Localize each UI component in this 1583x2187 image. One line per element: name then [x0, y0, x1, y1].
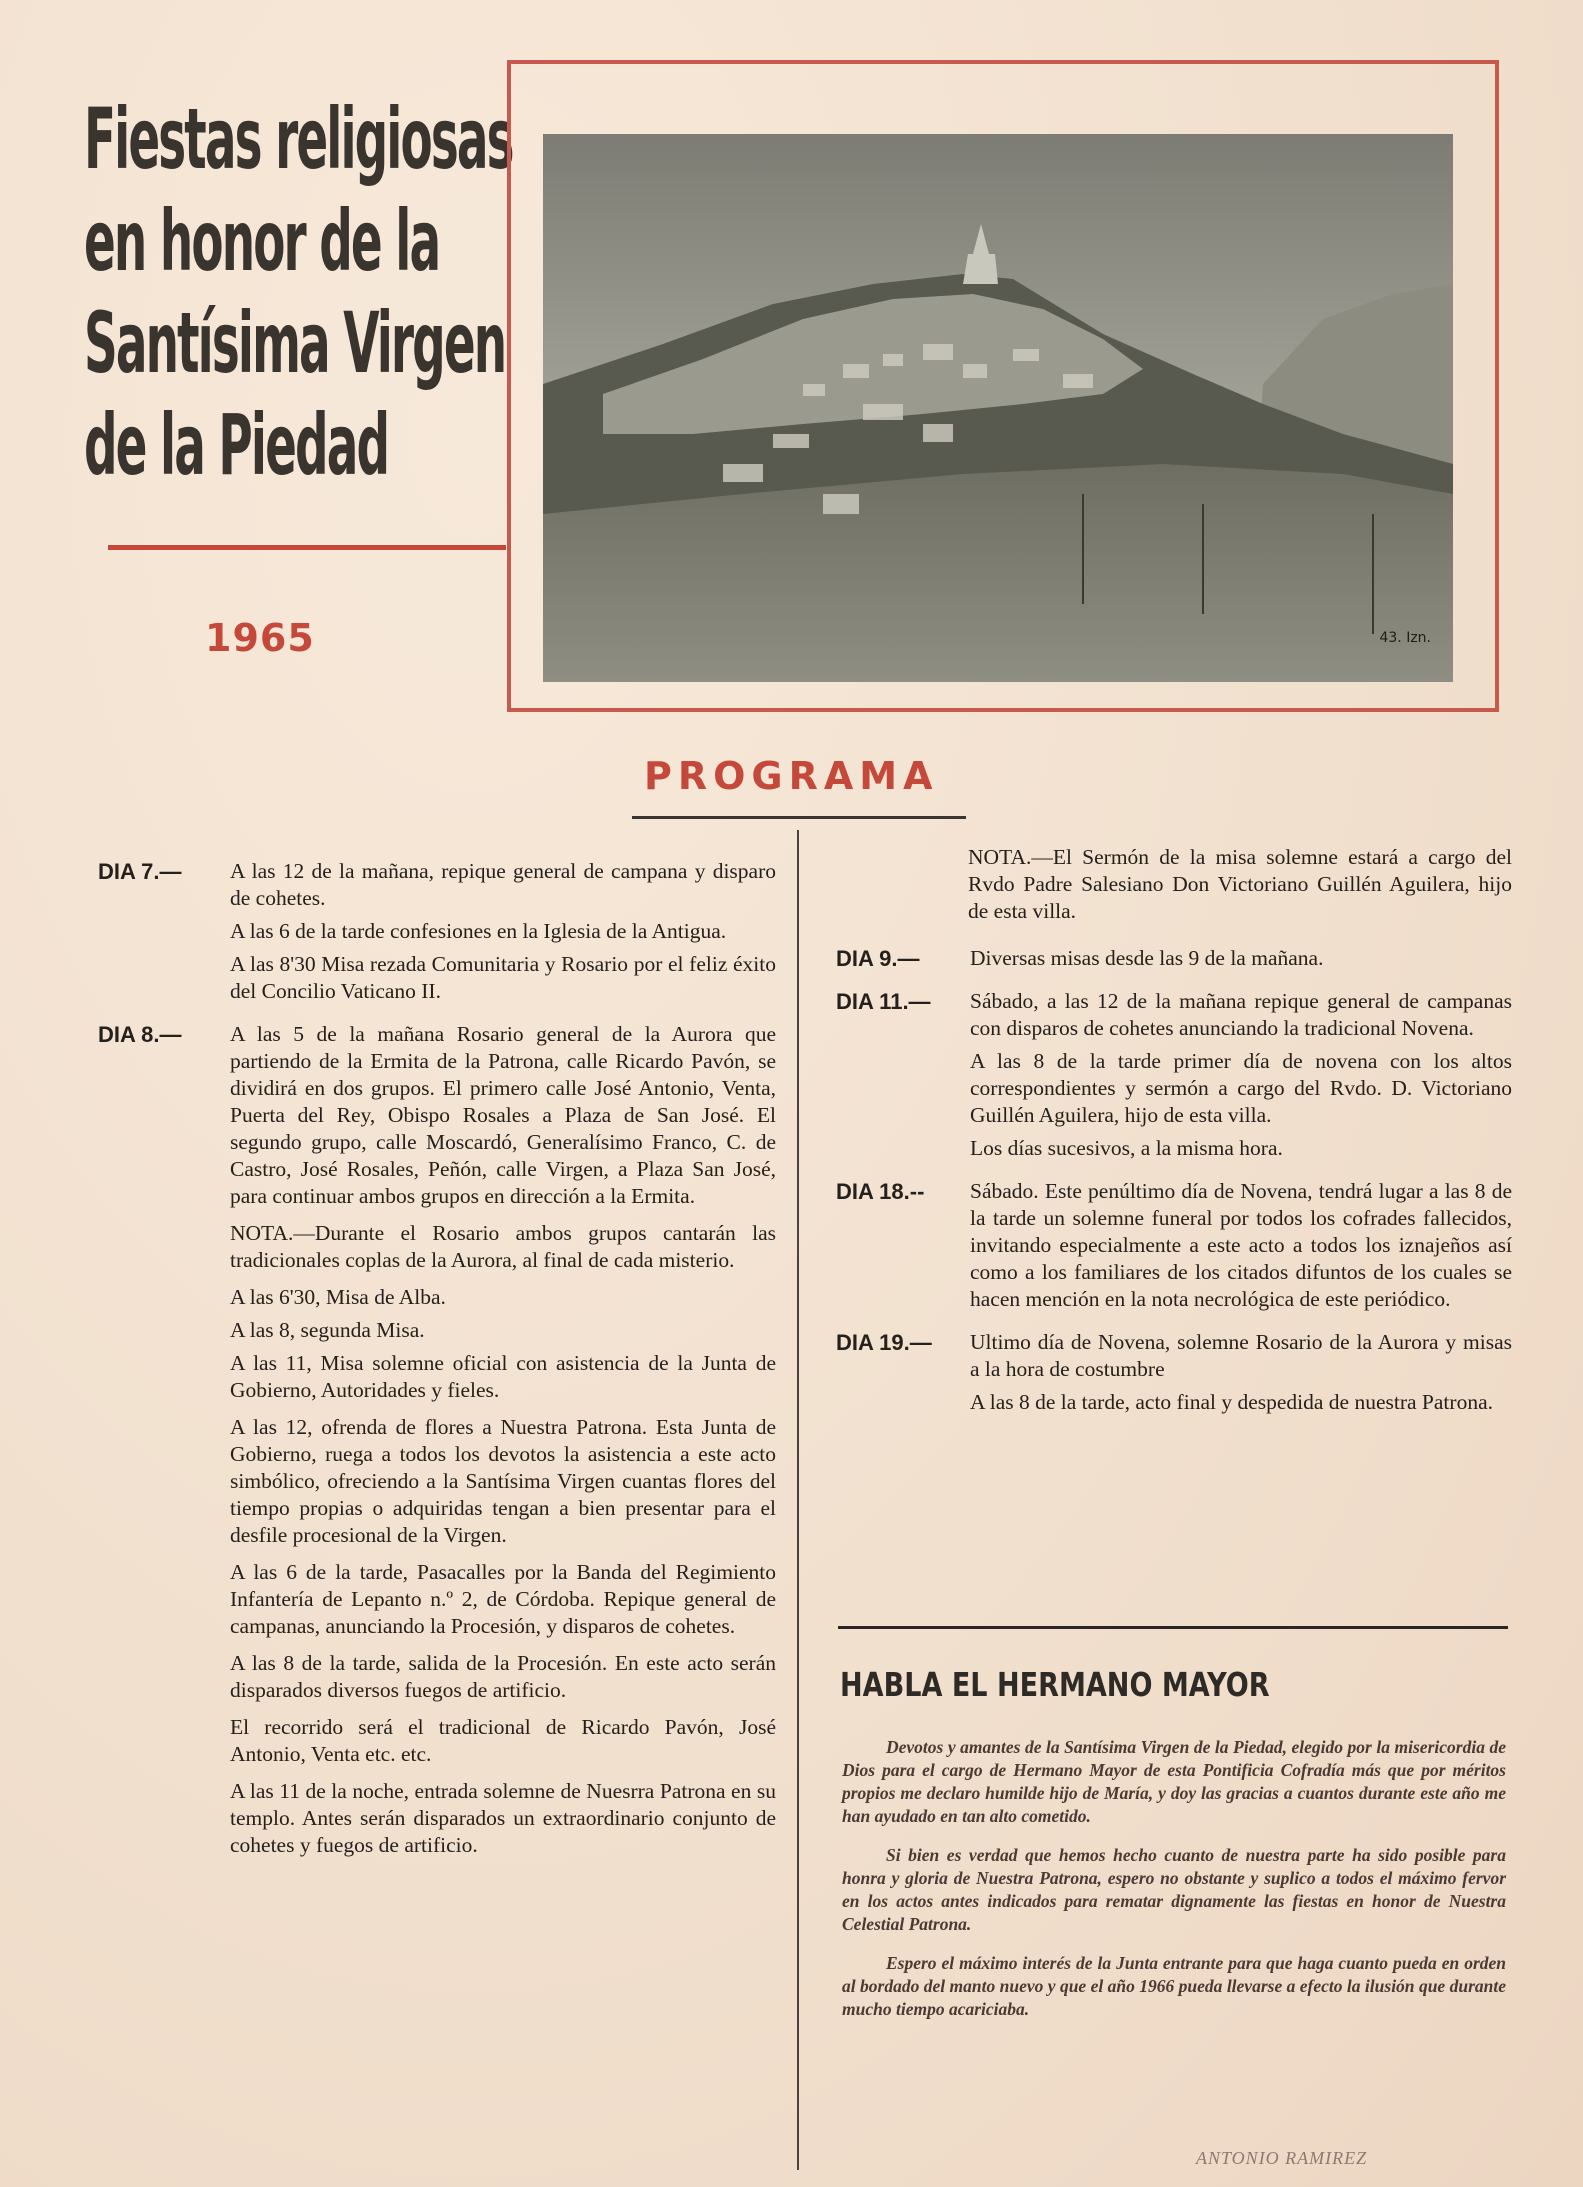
program-paragraph: A las 5 de la mañana Rosario general de la Aurora que partiendo de la Ermita de la Patrona, calle Ricardo Pavón, se dividirá en dos grupos. El primero calle José Antonio, Venta, Puerta del Rey, Obispo Rosales a Plaza de San José. El segundo grupo, calle Moscardó, Generalísimo Franco, C. de Castro, José Rosales, Peñón, calle Virgen, a Plaza San José, para continuar ambos grupos en dirección a la Ermita.: [230, 1022, 776, 1208]
program-paragraph: Sábado, a las 12 de la mañana repique general de campanas con disparos de cohetes anunciando la tradicional Novena.: [970, 989, 1512, 1040]
title-line-3: Santísima Virgen: [84, 294, 506, 392]
program-paragraph: A las 8 de la tarde, acto final y despedida de nuestra Patrona.: [970, 1390, 1493, 1414]
programa-rule: [632, 816, 966, 819]
section-rule: [838, 1626, 1508, 1629]
hermano-mayor-letter: [842, 1736, 1506, 2037]
program-paragraph: Los días sucesivos, a la misma hora.: [970, 1136, 1283, 1160]
program-entry-day-8: [98, 1021, 776, 1859]
program-paragraph: Ultimo día de Novena, solemne Rosario de la Aurora y misas a la hora de costumbre: [970, 1330, 1512, 1381]
program-paragraph: A las 8'30 Misa rezada Comunitaria y Rosario por el feliz éxito del Concilio Vaticano II.: [230, 952, 776, 1003]
letter-signature: ANTONIO RAMIREZ: [1196, 2148, 1368, 2168]
program-paragraph: A las 8 de la tarde, salida de la Procesión. En este acto serán disparados diversos fuegos de artificio.: [230, 1651, 776, 1702]
day-label: DIA 9.—: [836, 946, 920, 971]
program-paragraph: NOTA.—Durante el Rosario ambos grupos cantarán las tradicionales coplas de la Aurora, al final de cada misterio.: [230, 1221, 776, 1272]
sermon-note: NOTA.—El Sermón de la misa solemne estará a cargo del Rvdo Padre Salesiano Don Victoriano Guillén Aguilera, hijo de esta villa.: [968, 845, 1512, 923]
program-left-column: [98, 858, 776, 1875]
program-entry-day-7: [98, 858, 776, 1005]
program-entry-day-11: [836, 988, 1512, 1162]
program-right-column: [836, 844, 1512, 1432]
program-entry-day-19: [836, 1329, 1512, 1416]
title-line-1: Fiestas religiosas: [84, 90, 513, 188]
day-label: DIA 18.--: [836, 1179, 925, 1204]
page-title: [84, 88, 513, 496]
program-paragraph: Sábado. Este penúltimo día de Novena, tendrá lugar a las 8 de la tarde un solemne funeral por todos los cofrades fallecidos, invitando especialmente a este acto a todos los iznajeños así como a los familiares de los citados difuntos de los cuales se hacen mención en la nota necrológica de este periódico.: [970, 1179, 1512, 1311]
letter-paragraph: Devotos y amantes de la Santísima Virgen de la Piedad, elegido por la misericordia de Dios para el cargo de Hermano Mayor de esta Pontificia Cofradía más que por méritos propios me declaro humilde hijo de María, y doy las gracias a cuantos durante este año me han ayudado en tan alto cometido.: [842, 1737, 1506, 1826]
program-paragraph: A las 11 de la noche, entrada solemne de Nuesrra Patrona en su templo. Antes serán disparados un extraordinario conjunto de cohetes y fuegos de artificio.: [230, 1779, 776, 1857]
program-paragraph: A las 6 de la tarde, Pasacalles por la Banda del Regimiento Infantería de Lepanto n.º 2, de Córdoba. Repique general de campanas, anunciando la Procesión, y disparos de cohetes.: [230, 1560, 776, 1638]
program-paragraph: A las 12, ofrenda de flores a Nuestra Patrona. Esta Junta de Gobierno, ruega a todos los devotos la asistencia a este acto simbólico, ofreciendo a la Santísima Virgen cuantas flores del tiempo propias o adquiridas tengan a bien presentar para el desfile procesional de la Virgen.: [230, 1415, 776, 1547]
programa-heading: PROGRAMA: [644, 754, 939, 798]
town-photo-image: [543, 134, 1453, 682]
letter-paragraph: Si bien es verdad que hemos hecho cuanto de nuestra parte ha sido posible para honra y gloria de Nuestra Patrona, espero no obstante y suplico a todos el máximo fervor en los actos antes indicados para rematar dignamente las fiestas en honor de Nuestra Celestial Patrona.: [842, 1845, 1506, 1934]
program-paragraph: A las 6 de la tarde confesiones en la Iglesia de la Antigua.: [230, 919, 727, 943]
program-paragraph: A las 8, segunda Misa.: [230, 1318, 425, 1342]
title-line-2: en honor de la: [84, 192, 440, 290]
program-paragraph: A las 8 de la tarde primer día de novena con los altos correspondientes y sermón a cargo del Rvdo. D. Victoriano Guillén Aguilera, hijo de esta villa.: [970, 1049, 1512, 1127]
year-label: 1965: [205, 616, 315, 660]
column-divider: [797, 830, 799, 2170]
letter-paragraph: Espero el máximo interés de la Junta entrante para que haga cuanto pueda en orden al bordado del manto nuevo y que el año 1966 pueda llevarse a efecto la ilusión que durante mucho tiempo acariciaba.: [842, 1953, 1506, 2019]
day-label: DIA 7.—: [98, 859, 182, 884]
program-paragraph: A las 11, Misa solemne oficial con asistencia de la Junta de Gobierno, Autoridades y fieles.: [230, 1351, 776, 1402]
day-label: DIA 19.—: [836, 1330, 932, 1355]
program-paragraph: Diversas misas desde las 9 de la mañana.: [970, 946, 1324, 970]
program-paragraph: A las 12 de la mañana, repique general de campana y disparo de cohetes.: [230, 859, 776, 910]
title-rule: [108, 545, 506, 550]
program-paragraph: A las 6'30, Misa de Alba.: [230, 1285, 446, 1309]
photo-signature: 43. Izn.: [1379, 630, 1431, 646]
program-entry-day-9: [836, 945, 1512, 972]
program-entry-day-18: [836, 1178, 1512, 1313]
day-label: DIA 8.—: [98, 1022, 182, 1047]
town-photo: [543, 134, 1453, 682]
habla-heading: HABLA EL HERMANO MAYOR: [840, 1665, 1270, 1704]
title-line-4: de la Piedad: [84, 396, 389, 494]
program-paragraph: El recorrido será el tradicional de Ricardo Pavón, José Antonio, Venta etc. etc.: [230, 1715, 776, 1766]
day-label: DIA 11.—: [836, 989, 931, 1014]
